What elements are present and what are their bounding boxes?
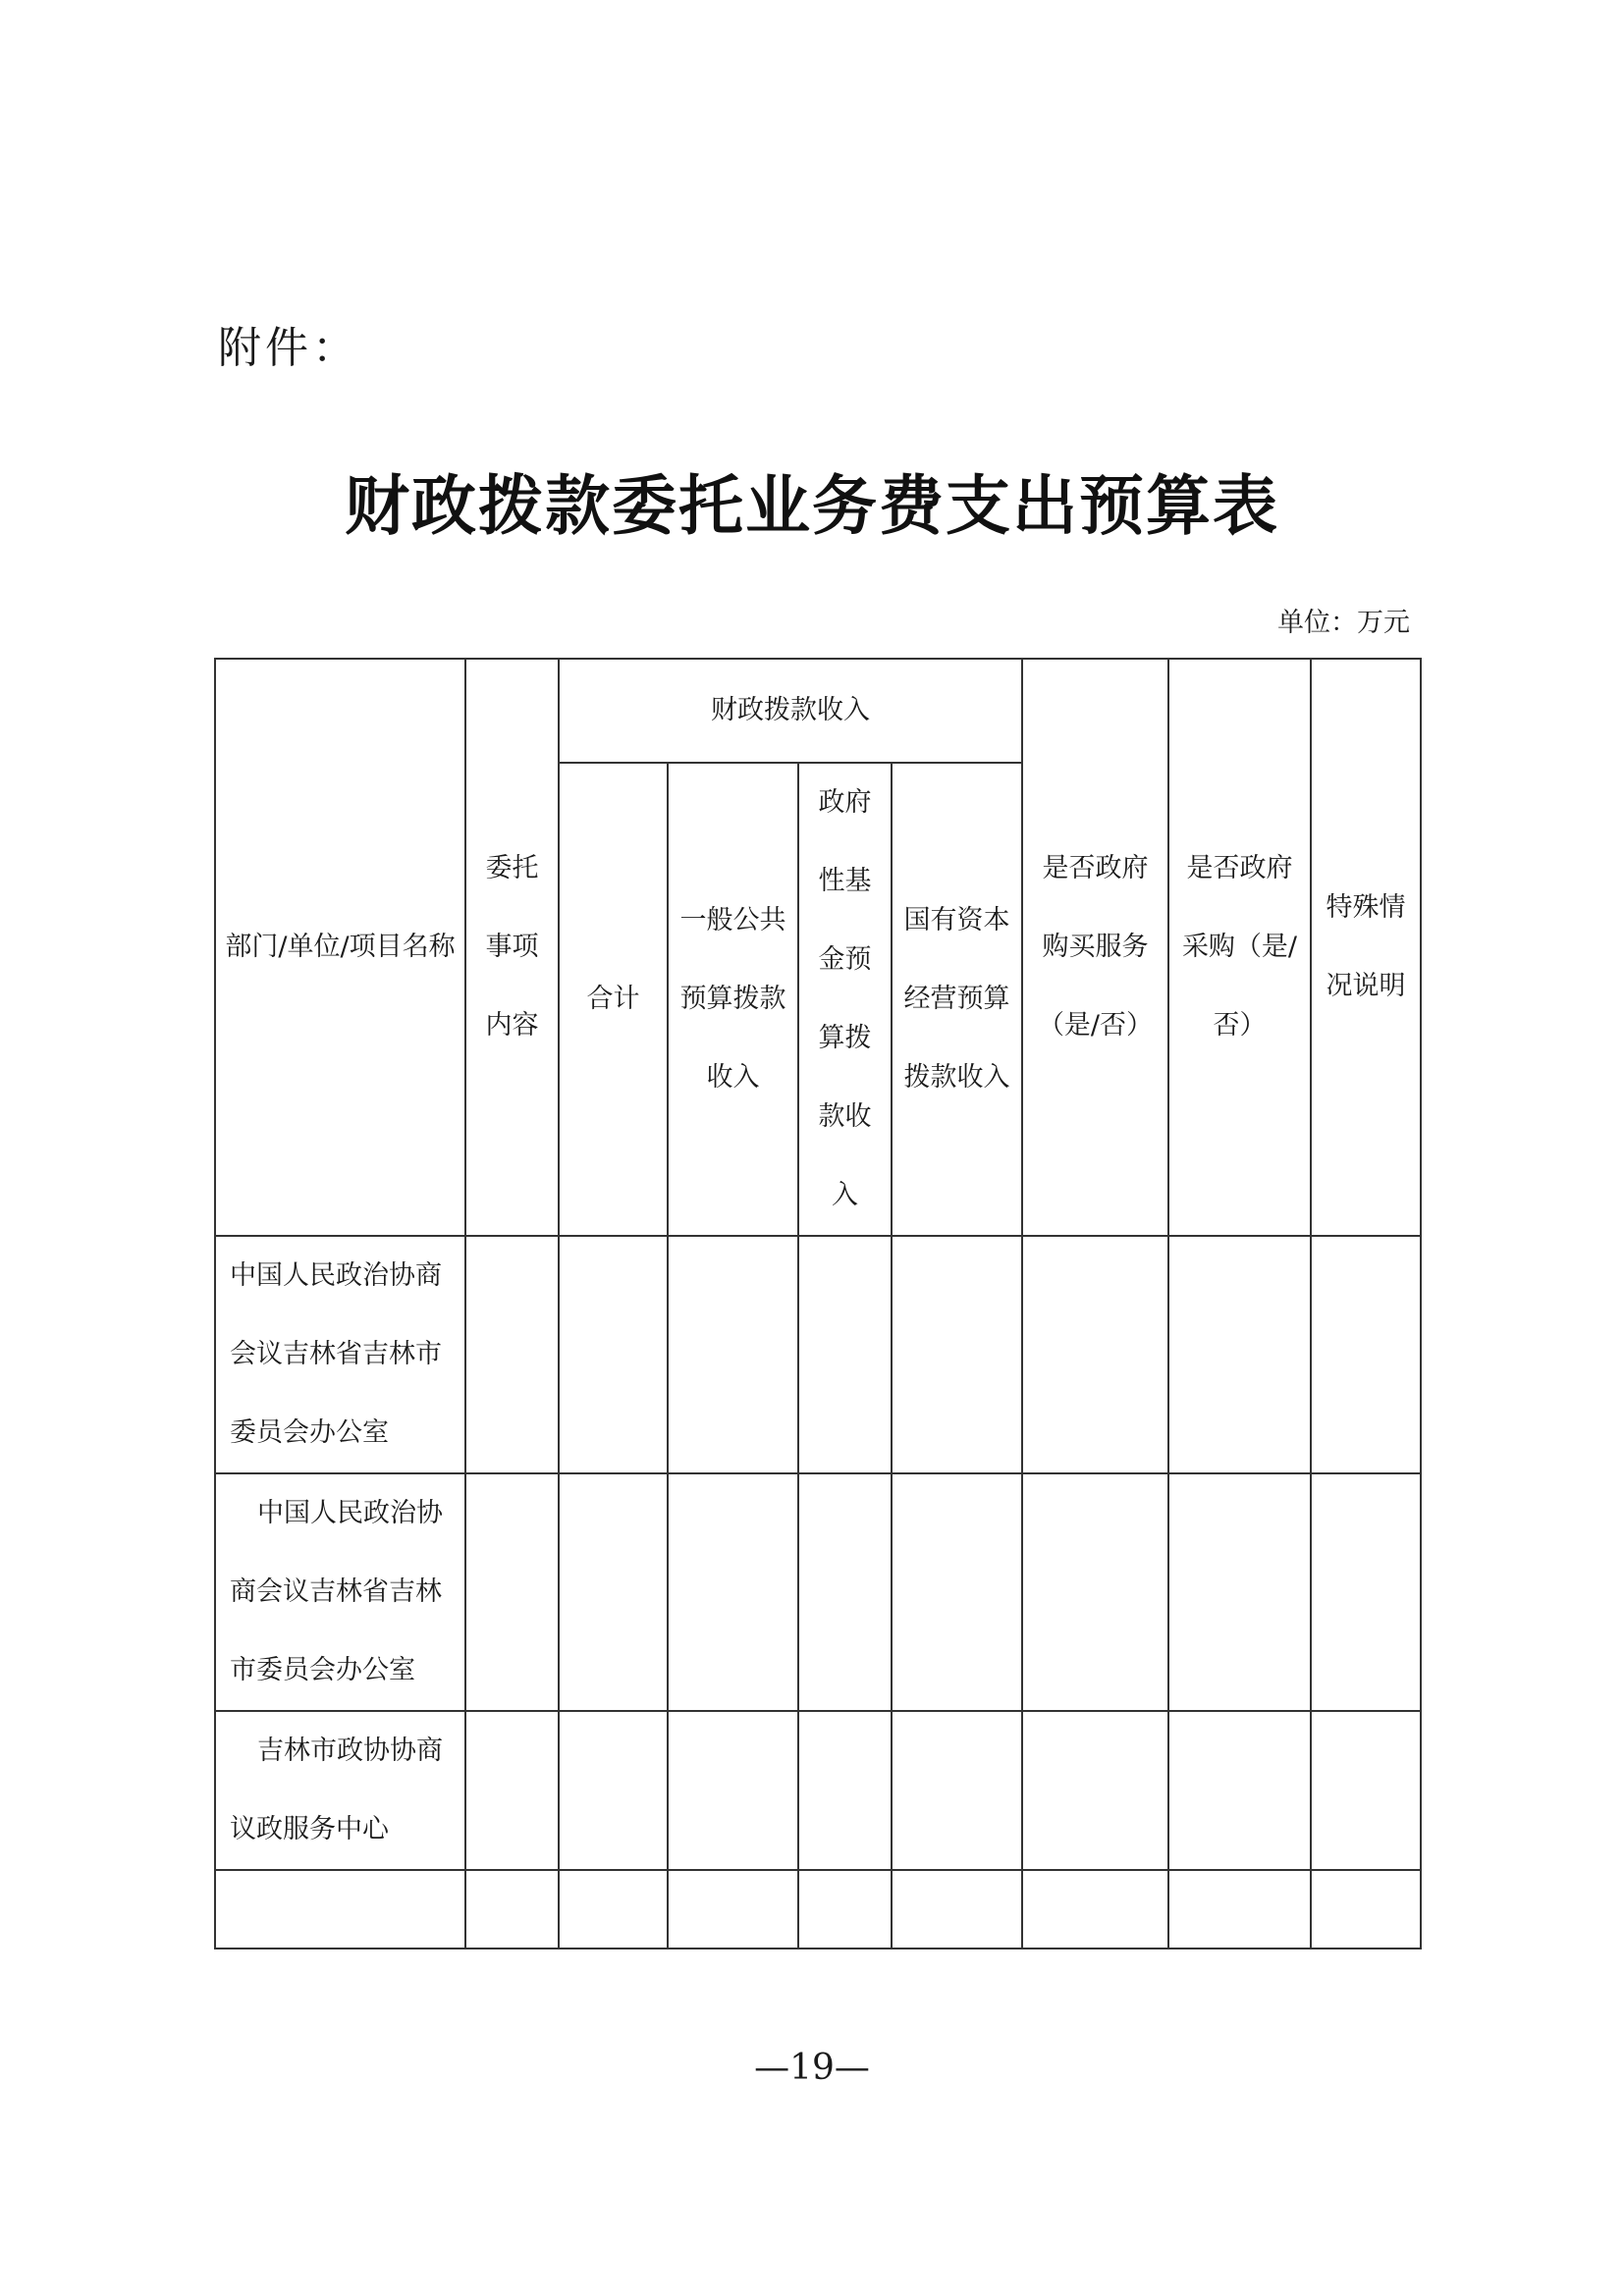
cell-special-notes [1311,1711,1421,1870]
table-row [215,1870,1421,1949]
cell-general-budget [668,1870,798,1949]
cell-gov-purchase-service [1022,1236,1168,1473]
cell-gov-procurement [1168,1473,1311,1711]
cell-gov-fund [798,1236,892,1473]
header-gov-fund: 政府性基金预算拨款收入 [798,763,892,1236]
page-number: —19— [754,2048,870,2088]
page-title: 财政拨款委托业务费支出预算表 [345,467,1279,544]
table-row [215,1236,1421,1473]
cell-gov-purchase-service [1022,1473,1168,1711]
header-general-budget: 一般公共预算拨款收入 [668,763,798,1236]
cell-total [559,1473,668,1711]
cell-general-budget [668,1473,798,1711]
table-row [215,1473,1421,1711]
table-body [215,1236,1421,1949]
cell-total [559,1236,668,1473]
budget-table [214,658,1422,1949]
cell-gov-procurement [1168,1236,1311,1473]
cell-state-capital [892,1473,1022,1711]
cell-total [559,1711,668,1870]
table-row [215,1711,1421,1870]
header-entrust-content: 委托事项内容 [465,659,559,1236]
cell-general-budget [668,1236,798,1473]
table-header [215,659,1421,1236]
cell-special-notes [1311,1870,1421,1949]
cell-dept-name: 中国人民政治协商会议吉林省吉林市委员会办公室 [215,1236,465,1473]
cell-gov-fund [798,1870,892,1949]
cell-gov-purchase-service [1022,1870,1168,1949]
cell-dept-name [215,1870,465,1949]
header-dept-name: 部门/单位/项目名称 [215,659,465,1236]
header-fiscal-income-group: 财政拨款收入 [559,659,1022,763]
header-total: 合计 [559,763,668,1236]
cell-state-capital [892,1711,1022,1870]
cell-dept-name: 中国人民政治协商会议吉林省吉林市委员会办公室 [215,1473,465,1711]
unit-note: 单位：万元 [1277,608,1410,638]
cell-gov-fund [798,1711,892,1870]
cell-entrust-content [465,1870,559,1949]
header-gov-procurement: 是否政府采购（是/否） [1168,659,1311,1236]
cell-gov-fund [798,1473,892,1711]
cell-entrust-content [465,1711,559,1870]
header-state-capital: 国有资本经营预算拨款收入 [892,763,1022,1236]
cell-gov-procurement [1168,1870,1311,1949]
cell-special-notes [1311,1473,1421,1711]
attachment-label: 附件： [218,323,359,373]
cell-gov-purchase-service [1022,1711,1168,1870]
cell-entrust-content [465,1473,559,1711]
cell-general-budget [668,1711,798,1870]
cell-state-capital [892,1236,1022,1473]
header-special-notes: 特殊情况说明 [1311,659,1421,1236]
cell-total [559,1870,668,1949]
cell-dept-name: 吉林市政协协商议政服务中心 [215,1711,465,1870]
header-gov-purchase-service: 是否政府购买服务（是/否） [1022,659,1168,1236]
cell-entrust-content [465,1236,559,1473]
cell-state-capital [892,1870,1022,1949]
cell-gov-procurement [1168,1711,1311,1870]
cell-special-notes [1311,1236,1421,1473]
